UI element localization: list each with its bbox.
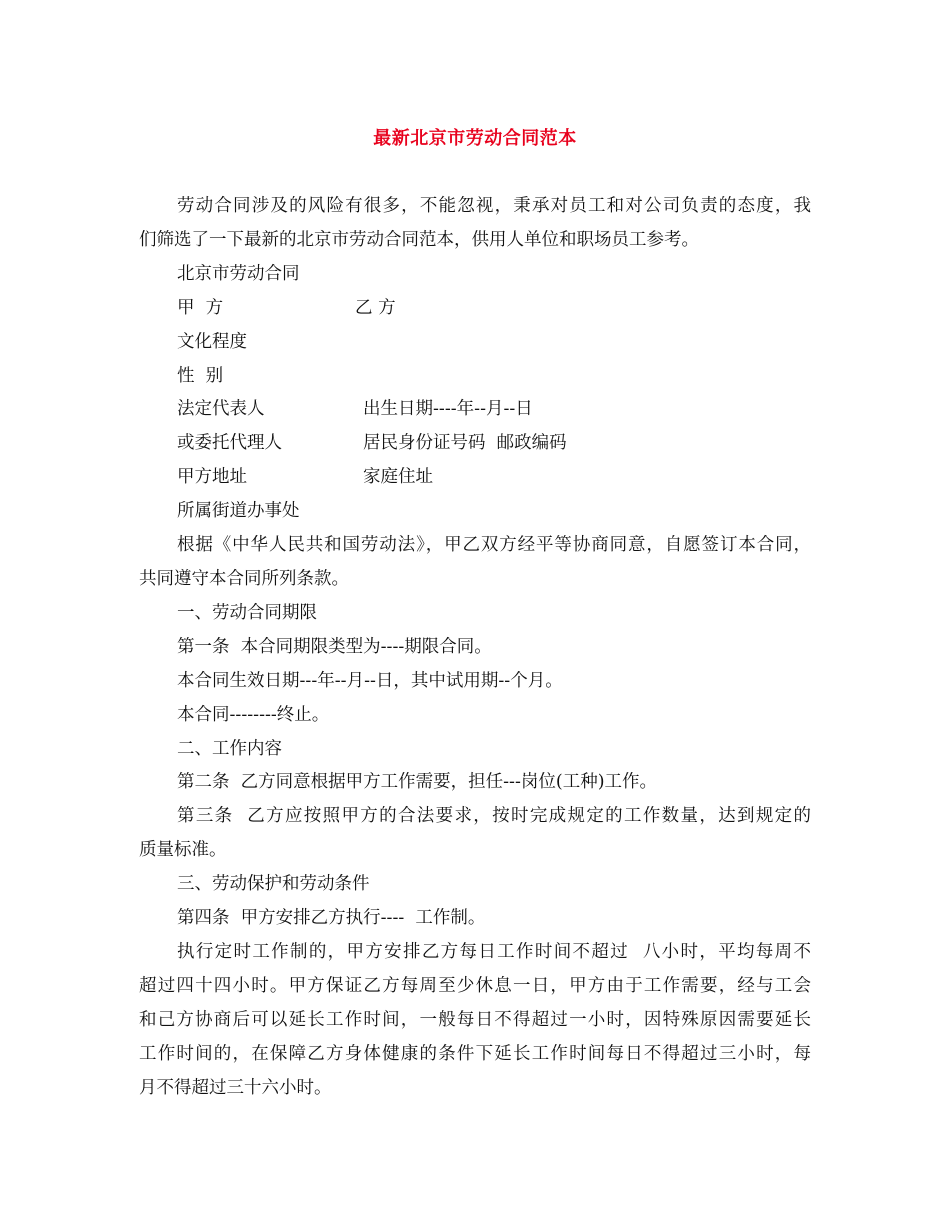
a-address-label: 甲方地址 xyxy=(177,467,247,487)
id-postal-label: 居民身份证号码 邮政编码 xyxy=(363,433,567,453)
street-office-label: 所属街道办事处 xyxy=(177,501,300,521)
home-address-label: 家庭住址 xyxy=(363,467,433,487)
hours-paragraph-line-2: 超过四十四小时。甲方保证乙方每周至少休息一日，甲方由于工作需要，经与工会 xyxy=(139,976,811,996)
article-1-end: 本合同--------终止。 xyxy=(177,705,330,725)
section-1-heading: 一、劳动合同期限 xyxy=(177,603,317,623)
article-3-line-2: 质量标准。 xyxy=(139,840,227,860)
article-2: 第二条 乙方同意根据甲方工作需要，担任---岗位(工种)工作。 xyxy=(177,772,658,792)
contract-name: 北京市劳动合同 xyxy=(177,264,300,284)
birth-date-label: 出生日期----年--月--日 xyxy=(363,399,533,419)
article-3-line-1: 第三条 乙方应按照甲方的合法要求，按时完成规定的工作数量，达到规定的 xyxy=(177,806,811,826)
intro-paragraph-line-2: 们筛选了一下最新的北京市劳动合同范本，供用人单位和职场员工参考。 xyxy=(139,230,699,250)
legal-rep-label: 法定代表人 xyxy=(177,399,265,419)
basis-paragraph-line-2: 共同遵守本合同所列条款。 xyxy=(139,569,349,589)
document-title: 最新北京市劳动合同范本 xyxy=(373,128,577,149)
gender-label: 性 别 xyxy=(177,366,224,386)
article-1: 第一条 本合同期限类型为----期限合同。 xyxy=(177,637,492,657)
section-2-heading: 二、工作内容 xyxy=(177,739,282,759)
section-3-heading: 三、劳动保护和劳动条件 xyxy=(177,874,370,894)
hours-paragraph-line-3: 和己方协商后可以延长工作时间，一般每日不得超过一小时，因特殊原因需要延长 xyxy=(139,1010,811,1030)
article-1-effective: 本合同生效日期---年--月--日，其中试用期--个月。 xyxy=(177,671,563,691)
education-label: 文化程度 xyxy=(177,332,247,352)
hours-paragraph-line-1: 执行定时工作制的，甲方安排乙方每日工作时间不超过 八小时，平均每周不 xyxy=(177,942,811,962)
intro-paragraph-line-1: 劳动合同涉及的风险有很多，不能忽视，秉承对员工和对公司负责的态度，我 xyxy=(177,196,811,216)
party-b-label: 乙 方 xyxy=(355,298,396,318)
hours-paragraph-line-4: 工作时间的，在保障乙方身体健康的条件下延长工作时间每日不得超过三小时，每 xyxy=(139,1044,811,1064)
party-row xyxy=(177,297,223,319)
article-4: 第四条 甲方安排乙方执行---- 工作制。 xyxy=(177,908,486,928)
agent-label: 或委托代理人 xyxy=(177,433,282,453)
hours-paragraph-line-5: 月不得超过三十六小时。 xyxy=(139,1078,332,1098)
basis-paragraph-line-1: 根据《中华人民共和国劳动法》，甲乙双方经平等协商同意，自愿签订本合同， xyxy=(177,535,811,555)
party-a-label: 甲 方 xyxy=(177,298,224,318)
